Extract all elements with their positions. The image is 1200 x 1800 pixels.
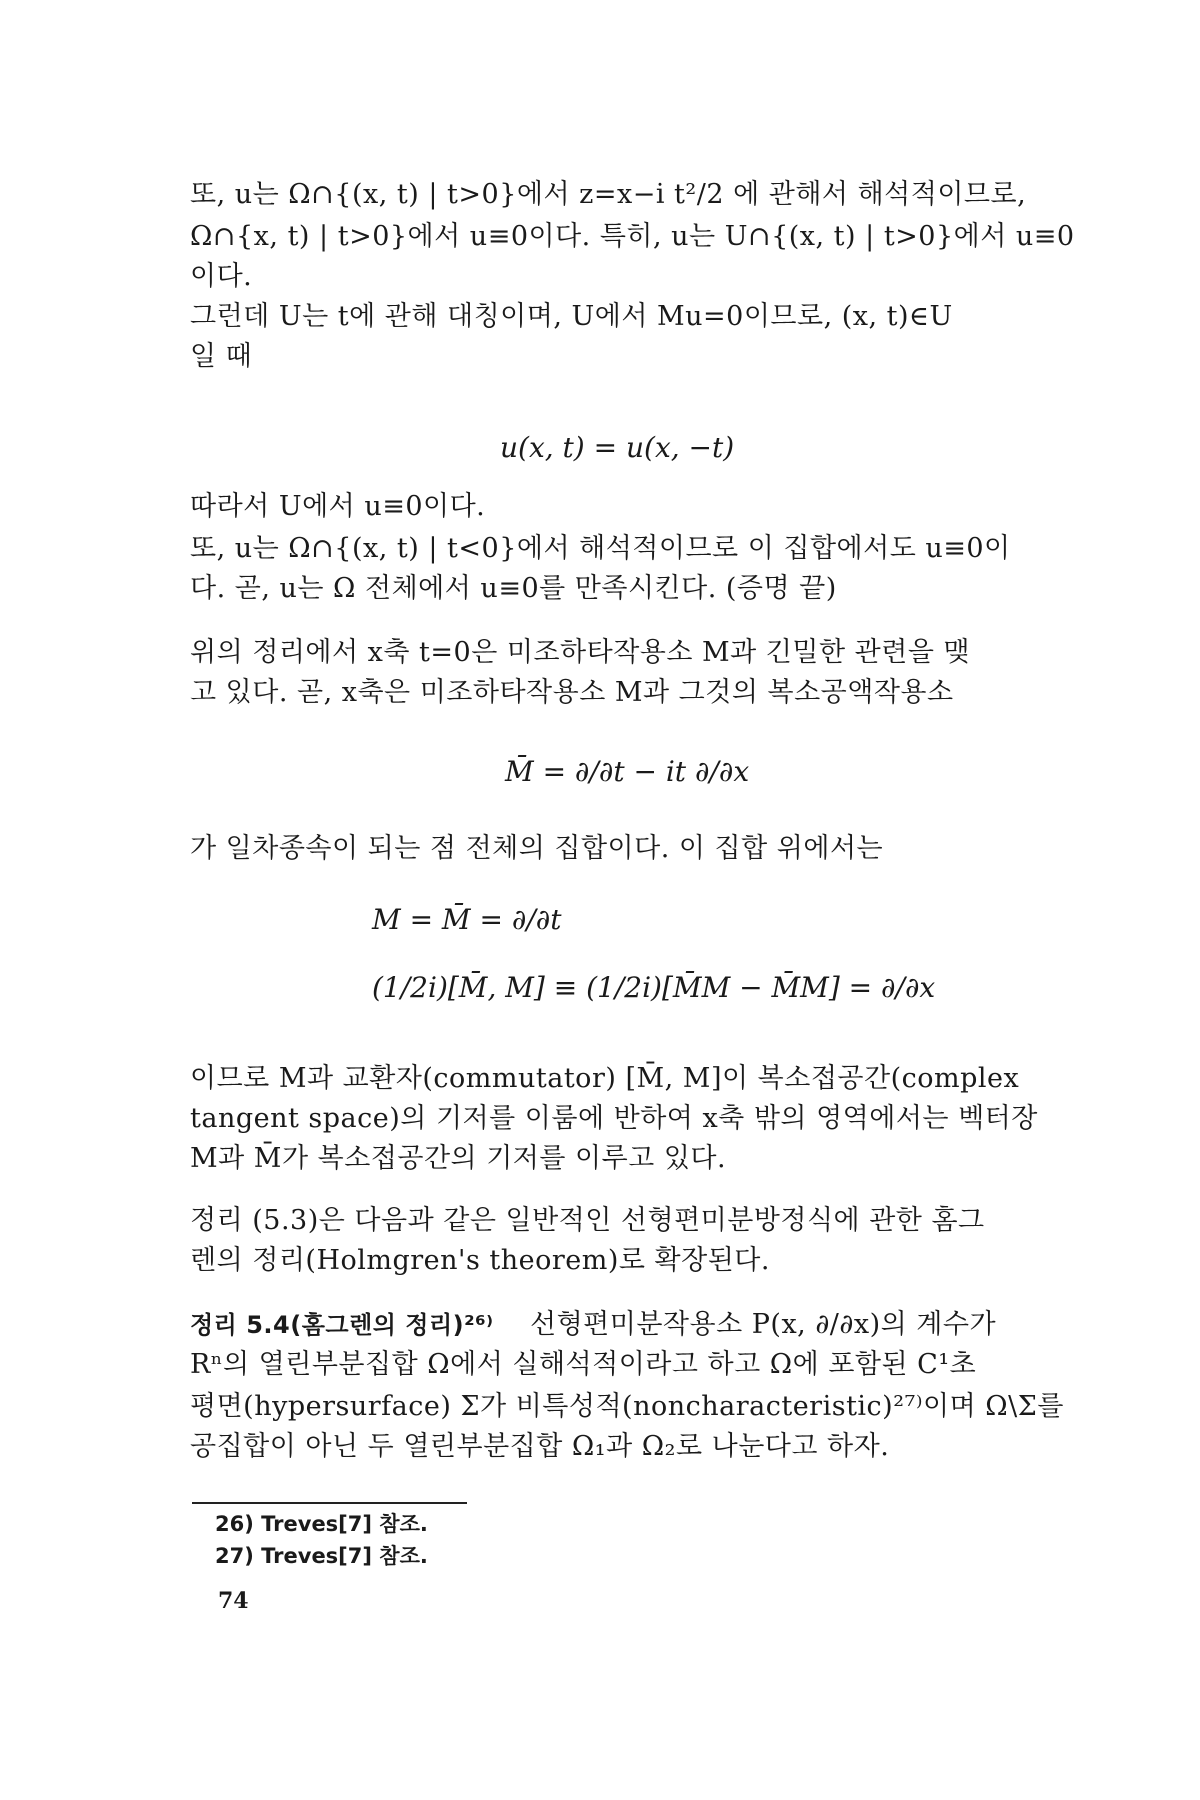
theorem-line: 평면(hypersurface) Σ가 비특성적(noncharacteristic)²⁷⁾이며 Ω\Σ를	[190, 1391, 1064, 1422]
footnote-divider	[192, 1502, 467, 1504]
body-line: 일 때	[190, 341, 253, 372]
theorem-line: 선형편미분작용소 P(x, ∂/∂x)의 계수가	[530, 1309, 997, 1340]
body-line: 그런데 U는 t에 관해 대칭이며, U에서 Mu=0이므로, (x, t)∈U	[190, 301, 953, 332]
body-line: tangent space)의 기저를 이룸에 반하여 x축 밖의 영역에서는 벡터장	[190, 1103, 1038, 1134]
body-line: 정리 (5.3)은 다음과 같은 일반적인 선형편미분방정식에 관한 홈그	[190, 1205, 985, 1236]
equation-symmetry: u(x, t) = u(x, −t)	[500, 431, 735, 464]
theorem-line: Rⁿ의 열린부분집합 Ω에서 실해석적이라고 하고 Ω에 포함된 C¹초	[190, 1349, 977, 1380]
body-line: 다. 곧, u는 Ω 전체에서 u≡0를 만족시킨다. (증명 끝)	[190, 573, 837, 604]
body-line: 렌의 정리(Holmgren's theorem)로 확장된다.	[190, 1245, 770, 1276]
body-line: 가 일차종속이 되는 점 전체의 집합이다. 이 집합 위에서는	[190, 833, 884, 864]
body-line: 또, u는 Ω∩{(x, t) | t>0}에서 z=x−i t²/2 에 관해서 해석적이므로,	[190, 179, 1027, 210]
equation-operator-equality: M = M̄ = ∂/∂t	[372, 903, 562, 936]
body-line: 고 있다. 곧, x축은 미조하타작용소 M과 그것의 복소공액작용소	[190, 677, 954, 708]
body-line: 이므로 M과 교환자(commutator) [M̄, M]이 복소접공간(complex	[190, 1063, 1020, 1094]
footnote: 27) Treves[7] 참조.	[215, 1544, 428, 1568]
body-line: 위의 정리에서 x축 t=0은 미조하타작용소 M과 긴밀한 관련을 맺	[190, 637, 971, 668]
theorem-line: 공집합이 아닌 두 열린부분집합 Ω₁과 Ω₂로 나눈다고 하자.	[190, 1431, 890, 1462]
equation-commutator: (1/2i)[M̄, M] ≡ (1/2i)[M̄M − M̄M] = ∂/∂x	[372, 971, 936, 1004]
body-line: 이다.	[190, 261, 253, 292]
body-line: M과 M̄가 복소접공간의 기저를 이루고 있다.	[190, 1143, 727, 1174]
equation-conjugate-operator: M̄ = ∂/∂t − it ∂/∂x	[505, 755, 750, 788]
theorem-label: 정리 5.4(홈그렌의 정리)²⁶⁾	[190, 1311, 494, 1339]
body-line: 또, u는 Ω∩{(x, t) | t<0}에서 해석적이므로 이 집합에서도 u≡0이	[190, 533, 1011, 564]
page-number: 74	[218, 1588, 249, 1614]
body-line: 따라서 U에서 u≡0이다.	[190, 491, 486, 522]
body-line: Ω∩{x, t) | t>0}에서 u≡0이다. 특히, u는 U∩{(x, t) | t>0}에서 u≡0	[190, 221, 1075, 252]
footnote: 26) Treves[7] 참조.	[215, 1512, 428, 1536]
